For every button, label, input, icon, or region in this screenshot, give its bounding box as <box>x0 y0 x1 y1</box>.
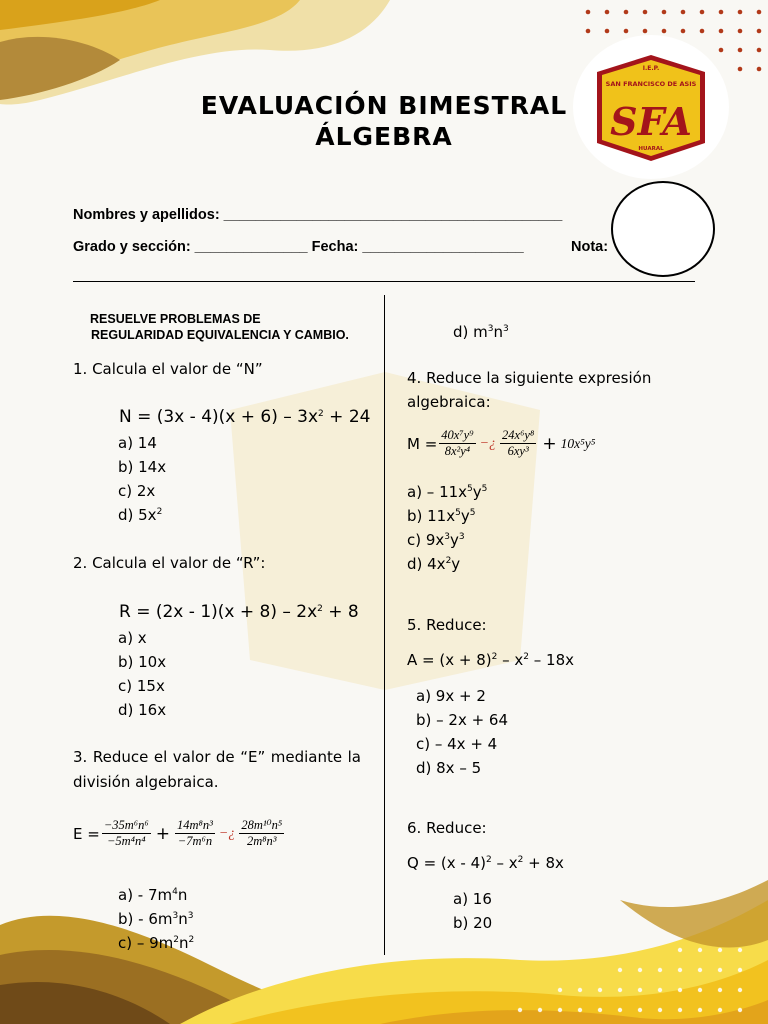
q5-formula-sup-1: 2 <box>491 652 498 662</box>
q3-option-b-text: b) - 6m <box>118 910 173 928</box>
q2-prompt: 2. Calcula el valor de “R”: <box>73 554 266 572</box>
q3-formula <box>73 818 286 849</box>
q5-option-a[interactable]: a) 9x + 2 <box>416 687 486 705</box>
q2-option-b[interactable]: b) 10x <box>118 653 167 671</box>
q4-option-a-text: a) – 11x <box>407 483 468 501</box>
q3-option-d-sup-2: 3 <box>503 324 509 334</box>
q5-formula-c: – 18x <box>529 651 574 669</box>
q4-lhs: M = <box>407 434 438 453</box>
q3-option-d-mid: n <box>493 323 504 341</box>
q3-prompt-line-1: 3. Reduce el valor de “E” mediante la <box>73 748 361 766</box>
q5-option-c[interactable]: c) – 4x + 4 <box>416 735 498 753</box>
q3-option-a-sup: 4 <box>172 887 178 897</box>
q4-option-c[interactable] <box>407 531 465 549</box>
q4-option-b-sup-1: 5 <box>455 508 461 518</box>
q6-prompt: 6. Reduce: <box>407 819 487 837</box>
q4-formula <box>407 428 595 459</box>
grade-date-field[interactable]: Grado y sección: ______________ Fecha: ____________________ <box>73 239 524 255</box>
q4-option-b[interactable] <box>407 507 475 525</box>
q4-option-d-text: d) 4x <box>407 555 446 573</box>
q3-fraction-2 <box>175 818 215 849</box>
q3-option-c-sup-1: 2 <box>173 935 180 945</box>
q3-option-d[interactable] <box>453 323 509 341</box>
q1-formula <box>119 408 370 426</box>
q1-option-b[interactable]: b) 14x <box>118 458 167 476</box>
q1-option-c[interactable]: c) 2x <box>118 482 156 500</box>
q2-option-c[interactable]: c) 15x <box>118 677 165 695</box>
q6-formula-c: + 8x <box>523 854 564 872</box>
q3-option-d-sup-1: 3 <box>487 324 494 334</box>
q6-formula <box>407 854 564 872</box>
q3-fraction-1 <box>102 818 151 849</box>
q3-option-c-text: c) – 9m <box>118 934 174 952</box>
q4-option-c-text: c) 9x <box>407 531 445 549</box>
page-title <box>150 90 618 152</box>
q2-formula-tail: + 8 <box>322 602 359 622</box>
q4-option-b-sup-2: 5 <box>469 508 476 518</box>
q3-option-b-sup-1: 3 <box>172 911 179 921</box>
q3-fraction-1-den: −5m⁴n⁴ <box>106 834 146 848</box>
q5-option-b[interactable]: b) – 2x + 64 <box>416 711 509 729</box>
logo-bottom-text: HUARAL <box>638 146 664 152</box>
q4-option-d-mid: y <box>451 555 461 573</box>
q3-option-b-sup-2: 3 <box>187 911 194 921</box>
q3-prompt-line-2: división algebraica. <box>73 773 219 791</box>
grade-circle[interactable] <box>610 180 716 278</box>
q4-fraction-1 <box>439 428 475 459</box>
q5-prompt: 5. Reduce: <box>407 616 487 634</box>
q1-option-d-sup: 2 <box>156 507 163 517</box>
q4-option-a-sup-2: 5 <box>481 484 488 494</box>
q6-option-a[interactable]: a) 16 <box>453 890 492 908</box>
grade-label: Nota: <box>571 239 609 255</box>
q2-option-d[interactable]: d) 16x <box>118 701 167 719</box>
logo-monogram: SFA <box>610 99 692 144</box>
q4-option-b-mid: y <box>460 507 470 525</box>
q4-option-a-sup-1: 5 <box>467 484 473 494</box>
q4-option-a[interactable] <box>407 483 487 501</box>
title-line-2: ÁLGEBRA <box>315 122 453 151</box>
q3-option-c-mid: n <box>179 934 189 952</box>
q1-option-d[interactable] <box>118 506 162 524</box>
q4-fraction-2-den: 6xy³ <box>507 444 529 458</box>
q3-option-a-text: a) - 7m <box>118 886 173 904</box>
q5-option-d[interactable]: d) 8x – 5 <box>416 759 482 777</box>
q3-minus: −¿ <box>218 825 236 841</box>
q3-option-d-text: d) m <box>453 323 488 341</box>
q1-option-d-text: d) 5x <box>118 506 157 524</box>
names-field[interactable]: Nombres y apellidos: __________________________________________ <box>73 207 563 223</box>
q1-formula-tail: + 24 <box>323 407 371 427</box>
q4-option-d[interactable] <box>407 555 460 573</box>
q6-formula-b: – x <box>491 854 518 872</box>
logo-school-text: SAN FRANCISCO DE ASIS <box>605 80 697 88</box>
q2-formula-sup: 2 <box>317 604 323 614</box>
q3-fraction-3 <box>239 818 284 849</box>
q5-formula <box>407 651 574 669</box>
q3-option-c-sup-2: 2 <box>188 935 195 945</box>
instruction-line-1: RESUELVE PROBLEMAS DE <box>90 312 261 326</box>
q4-option-b-text: b) 11x <box>407 507 456 525</box>
q1-option-a[interactable]: a) 14 <box>118 434 157 452</box>
q3-fraction-3-num: 28m¹⁰n⁵ <box>241 818 283 832</box>
q5-formula-sup-2: 2 <box>523 652 529 662</box>
q3-lhs: E = <box>73 824 100 843</box>
q4-option-d-sup-1: 2 <box>445 556 452 566</box>
q4-prompt-line-1: 4. Reduce la siguiente expresión <box>407 369 652 387</box>
q6-formula-a: Q = (x - 4) <box>407 854 486 872</box>
q3-option-b[interactable] <box>118 910 193 928</box>
q2-option-a[interactable]: a) x <box>118 629 147 647</box>
q3-option-c[interactable] <box>118 934 194 952</box>
q4-plus: + <box>542 433 557 454</box>
q4-minus: −¿ <box>479 435 497 451</box>
title-line-1: EVALUACIÓN BIMESTRAL <box>200 91 568 120</box>
q4-option-c-sup-1: 3 <box>444 532 451 542</box>
instruction <box>90 311 349 343</box>
q2-formula-main: R = (2x - 1)(x + 8) – 2x <box>119 602 318 622</box>
logo-top-text: I.E.P. <box>642 65 660 72</box>
q3-option-a[interactable] <box>118 886 187 904</box>
column-divider <box>384 295 385 955</box>
header-divider <box>73 281 695 282</box>
q3-fraction-2-den: −7m⁶n <box>177 834 213 848</box>
q4-prompt-line-2: algebraica: <box>407 393 491 411</box>
q4-option-a-mid: y <box>472 483 482 501</box>
q1-formula-main: N = (3x - 4)(x + 6) – 3x <box>119 407 319 427</box>
q5-formula-a: A = (x + 8) <box>407 651 492 669</box>
q6-formula-sup-2: 2 <box>517 855 524 865</box>
q3-fraction-3-den: 2m⁸n³ <box>246 834 277 848</box>
q6-option-b[interactable]: b) 20 <box>453 914 493 932</box>
q3-fraction-1-num: −35m⁶n⁶ <box>103 818 149 832</box>
q4-fraction-2 <box>500 428 536 459</box>
q4-fraction-1-den: 8x²y⁴ <box>444 444 471 458</box>
q3-option-a-tail: n <box>177 886 188 904</box>
q6-formula-sup-1: 2 <box>485 855 492 865</box>
q4-tail-term: 10x⁵y⁵ <box>560 435 596 451</box>
q3-plus: + <box>155 823 170 844</box>
q2-formula <box>119 603 359 621</box>
q4-fraction-2-num: 24x⁶y⁸ <box>502 428 535 442</box>
q3-option-b-mid: n <box>178 910 188 928</box>
instruction-line-2: REGULARIDAD EQUIVALENCIA Y CAMBIO. <box>91 328 349 342</box>
q3-fraction-2-num: 14m⁸n³ <box>176 818 213 832</box>
q4-fraction-1-num: 40x⁷y⁹ <box>441 428 474 442</box>
q4-option-c-mid: y <box>450 531 459 549</box>
q1-formula-sup: 2 <box>318 409 324 419</box>
q5-formula-b: – x <box>497 651 524 669</box>
q1-prompt: 1. Calcula el valor de “N” <box>73 360 263 378</box>
q4-option-c-sup-2: 3 <box>458 532 465 542</box>
